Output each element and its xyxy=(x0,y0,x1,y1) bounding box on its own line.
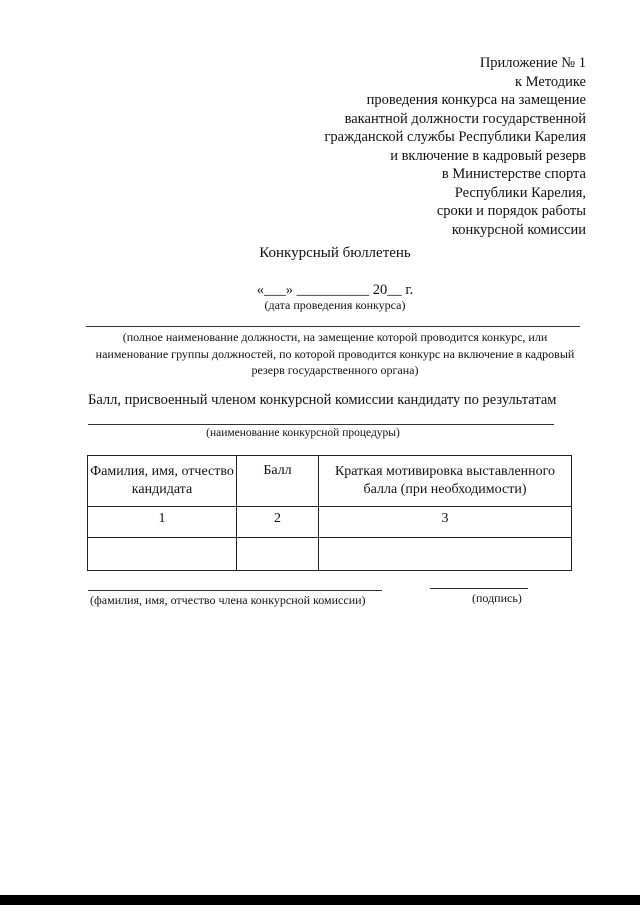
header-score: Балл xyxy=(237,456,319,507)
date-caption: (дата проведения конкурса) xyxy=(264,298,406,312)
empty-cell xyxy=(88,538,237,571)
header-motivation: Краткая мотивировка выставленного балла (при необходимости) xyxy=(319,456,572,507)
appendix-line: Республики Карелия, xyxy=(454,184,586,201)
signature-line xyxy=(430,588,528,589)
empty-cell xyxy=(237,538,319,571)
table-row xyxy=(88,507,572,538)
appendix-line: Приложение № 1 xyxy=(479,55,586,71)
header-candidate-name: Фамилия, имя, отчество кандидата xyxy=(88,456,237,507)
appendix-line: конкурсной комиссии xyxy=(451,221,586,238)
signature-caption: (подпись) xyxy=(472,591,522,605)
appendix-line: в Министерстве спорта xyxy=(441,166,586,182)
column-number-1: 1 xyxy=(88,507,237,538)
appendix-line: к Методике xyxy=(514,73,586,90)
empty-cell xyxy=(319,538,572,571)
member-name-caption: (фамилия, имя, отчество члена конкурсной комиссии) xyxy=(90,593,366,607)
appendix-line: проведения конкурса на замещение xyxy=(366,92,586,108)
table-header-row xyxy=(88,456,572,507)
name-signature-line xyxy=(88,590,382,591)
column-number-2: 2 xyxy=(237,507,319,538)
procedure-underline xyxy=(88,424,554,425)
appendix-line: и включение в кадровый резерв xyxy=(390,147,586,164)
table-row xyxy=(88,538,572,571)
position-caption: (полное наименование должности, на замещение которой проводится конкурс, или наименование группы должностей, по которой проводится конкурс на включение в кадровый резерв государственного органа) xyxy=(95,330,575,377)
appendix-line: вакантной должности государственной xyxy=(344,110,586,127)
appendix-line: гражданской службы Республики Карелия xyxy=(324,129,586,145)
procedure-caption: (наименование конкурсной процедуры) xyxy=(206,427,400,439)
ball-statement: Балл, присвоенный членом конкурсной комиссии кандидату по результатам xyxy=(88,392,557,408)
document-title: Конкурсный бюллетень xyxy=(259,245,411,261)
date-line: «___» __________ 20__ г. xyxy=(256,282,414,298)
score-table xyxy=(87,455,572,571)
column-number-3: 3 xyxy=(319,507,572,538)
scan-bottom-border xyxy=(0,895,640,905)
appendix-line: сроки и порядок работы xyxy=(436,203,586,219)
position-underline xyxy=(86,326,580,327)
appendix-header xyxy=(226,54,586,239)
